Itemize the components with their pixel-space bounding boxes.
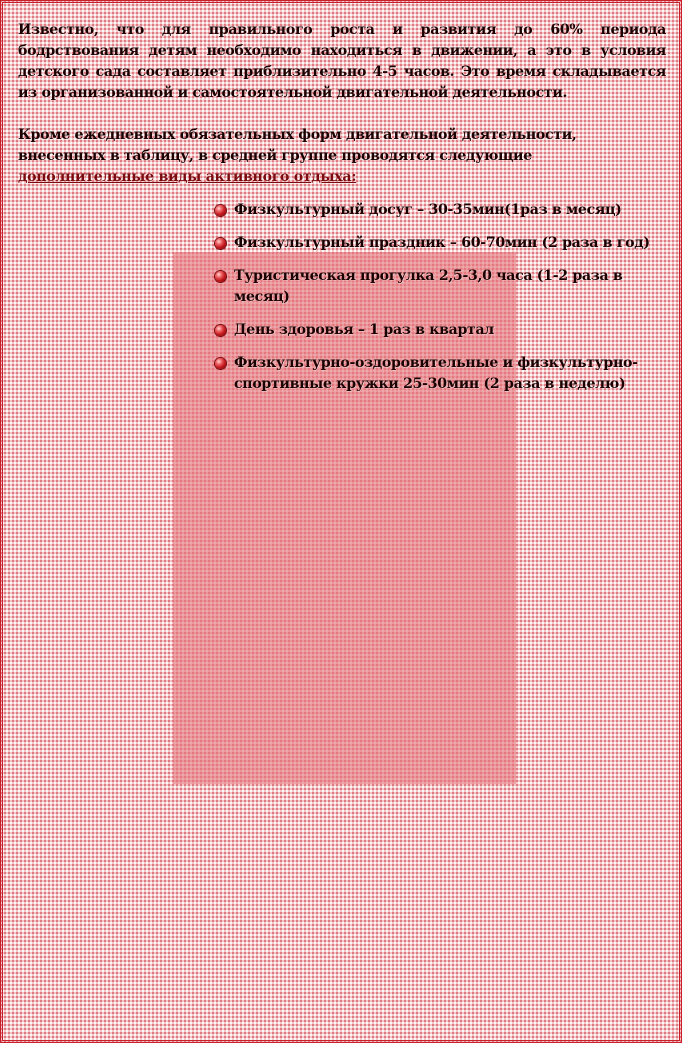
- red-ball-bullet-icon: [215, 358, 226, 369]
- red-ball-bullet-icon: [215, 238, 226, 249]
- list-item: [215, 266, 663, 308]
- activities-list: [215, 200, 663, 395]
- activity-text: Физкультурный досуг – 30-35мин(1раз в месяц): [234, 202, 622, 218]
- intro-paragraph: Известно, что для правильного роста и развития до 60% периода бодрствования детям необходимо находиться в движении, а это в условия детского сада составляет приблизительно 4-5 часов. Это время складывается из организованной и самостоятельной двигательной деятельности.: [18, 22, 666, 101]
- list-item: [215, 353, 663, 395]
- activity-text: День здоровья – 1 раз в квартал: [234, 322, 494, 338]
- activities-intro-highlight: дополнительные виды активного отдыха:: [18, 169, 357, 185]
- red-ball-bullet-icon: [215, 325, 226, 336]
- red-ball-bullet-icon: [215, 205, 226, 216]
- paragraph-gap: [18, 104, 666, 125]
- activities-intro-paragraph: [18, 125, 666, 188]
- activity-text: Физкультурный праздник – 60-70мин (2 раза в год): [234, 235, 650, 251]
- list-item: [215, 320, 663, 341]
- red-ball-bullet-icon: [215, 271, 226, 282]
- activities-intro-text: Кроме ежедневных обязательных форм двигательной деятельности, внесенных в таблицу, в средней группе проводятся следующие: [18, 127, 577, 164]
- list-item: [215, 233, 663, 254]
- list-item: [215, 200, 663, 221]
- activity-text: Туристическая прогулка 2,5-3,0 часа (1-2 раза в месяц): [234, 268, 623, 305]
- activity-text: Физкультурно-оздоровительные и физкультурно- спортивные кружки 25-30мин (2 раза в неделю): [234, 355, 638, 392]
